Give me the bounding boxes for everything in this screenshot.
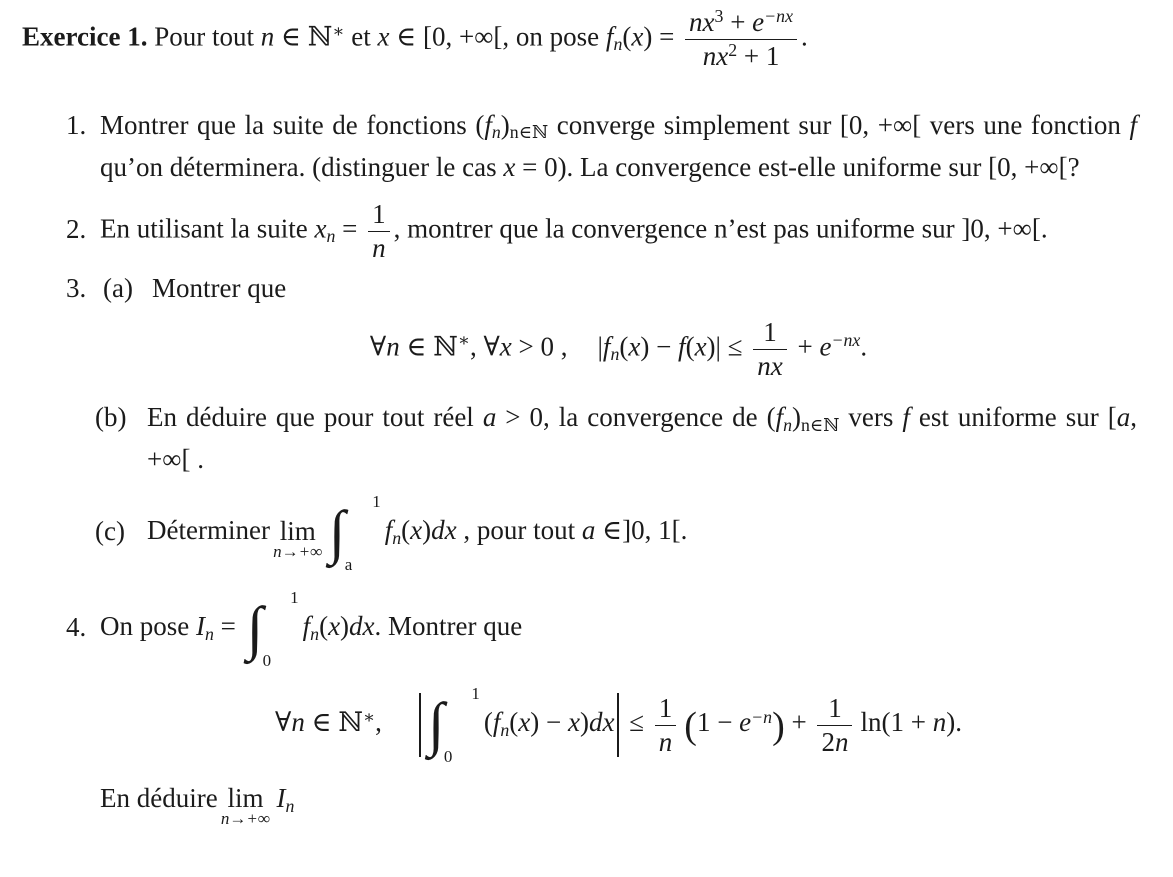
math-run: ( (622, 21, 632, 52)
math-run: Montrer que (152, 272, 287, 303)
math-run: a (482, 402, 497, 433)
math-run: nx (757, 351, 783, 382)
math-run: > 0, la convergence de ( (496, 402, 776, 433)
denominator (368, 232, 390, 262)
display-equation-3a (100, 312, 1137, 387)
math-run: n (491, 122, 501, 143)
subitem-a-label: (a) (103, 272, 133, 303)
item-1-text (100, 106, 1137, 187)
math-run: n (658, 727, 673, 758)
integral (246, 588, 299, 671)
item-4 (22, 585, 1137, 838)
math-run: f (384, 515, 393, 546)
denominator (753, 350, 786, 380)
math-run: et (344, 21, 378, 52)
math-run: = (213, 611, 243, 642)
math-run: ) (340, 611, 350, 642)
math-run: n (205, 624, 214, 645)
math-run: On pose (100, 611, 196, 642)
math-run: = (335, 213, 365, 244)
subitem-b-text (147, 398, 1137, 479)
math-run: + (790, 331, 820, 362)
math-run: Montrer que la suite de fonctions ( (100, 110, 485, 140)
math-run: . (801, 21, 808, 52)
math-run: x (328, 611, 341, 642)
math-run: + (784, 707, 814, 738)
math-run: En déduire (100, 783, 225, 814)
math-run: x (503, 152, 516, 182)
math-run: , +∞[ . (147, 402, 1137, 475)
integral-lower-bound: 0 (443, 747, 453, 767)
math-run: ( (319, 611, 329, 642)
fraction (685, 8, 797, 71)
item-1 (22, 106, 1137, 187)
item-4-number: 4. (66, 611, 87, 642)
math-run: ∗ (363, 706, 376, 727)
math-run: En utilisant la suite (100, 213, 315, 244)
big-paren: ) (772, 705, 785, 748)
integral-sign: ∫ (328, 499, 346, 566)
math-run: n (372, 233, 386, 264)
item-3 (22, 273, 1137, 580)
item-4-text (100, 588, 1137, 671)
math-run: En déduire que pour tout réel (147, 402, 483, 433)
math-run: x (314, 213, 327, 244)
math-run: n (610, 343, 620, 364)
subitem-a-text (152, 273, 1137, 304)
item-2-number: 2. (66, 213, 87, 244)
math-run: 1 − (696, 707, 740, 738)
math-run: vers (839, 402, 903, 433)
math-run: x (499, 331, 512, 362)
fraction (655, 694, 677, 757)
math-run: nx (702, 41, 729, 72)
integral (328, 492, 381, 575)
math-run: e (752, 7, 765, 37)
math-run: ∀ (369, 331, 387, 362)
math-run: nx (689, 7, 715, 37)
math-run: f (492, 707, 501, 738)
denominator (685, 40, 797, 70)
integral-lower-bound: 0 (262, 651, 272, 671)
math-run: −nx (831, 330, 861, 351)
math-run: ) (422, 515, 432, 546)
math-run: x (410, 515, 423, 546)
math-run: | (597, 331, 603, 362)
math-run: n (285, 795, 295, 816)
integral-lower-bound: a (344, 555, 353, 575)
math-run: a (1116, 402, 1131, 433)
big-paren: ( (684, 705, 697, 748)
math-run: x (377, 21, 390, 52)
math-run: I (276, 783, 286, 814)
exercise-header (22, 8, 1137, 80)
math-run: 1 (828, 693, 842, 724)
math-run: n (291, 707, 305, 738)
math-run: f (902, 402, 910, 433)
limit-word: lim (227, 783, 264, 814)
math-run: ∀ (275, 707, 292, 738)
math-run: 1 (372, 199, 386, 229)
math-run: f (302, 611, 311, 642)
math-run: −n (751, 706, 773, 727)
math-run: n (932, 707, 947, 738)
math-run: a (581, 515, 596, 546)
math-run: n∈ℕ (509, 122, 549, 143)
item-3-number: 3. (66, 272, 87, 303)
math-run: + 1 (737, 41, 780, 72)
subitem-c-label: (c) (95, 515, 125, 546)
item-1-number: 1. (66, 110, 87, 140)
limit-subscript: n→+∞ (273, 541, 323, 561)
math-run: )| ≤ (706, 331, 750, 362)
math-run: 1 (763, 316, 777, 347)
math-run: ( (685, 331, 695, 362)
item-2-text (100, 200, 1137, 263)
math-run: f (1129, 110, 1137, 140)
math-run: e (739, 707, 752, 738)
math-run: x (518, 707, 531, 738)
math-run: ∗ (332, 20, 345, 41)
math-run: ln(1 + (860, 707, 933, 738)
math-run: dx (431, 515, 457, 546)
subitem-c-text (147, 492, 1137, 575)
math-run: n (613, 34, 623, 54)
math-run: n (260, 21, 275, 52)
math-run: ) (579, 707, 589, 738)
limit-word: lim (279, 515, 316, 546)
math-run: n (834, 727, 849, 758)
math-run: Exercice 1. (22, 21, 148, 52)
math-run: ∈ ℕ (399, 331, 458, 362)
math-run: f (605, 21, 614, 52)
math-run: ∗ (457, 330, 470, 351)
math-run: n (392, 528, 402, 549)
math-run: = 0). La convergence est-elle uniforme sur [0, +∞[? (515, 152, 1080, 182)
math-run: f (602, 331, 611, 362)
integral-upper-bound: 1 (290, 588, 299, 608)
math-run: ∈ ℕ (274, 21, 333, 52)
math-run: f (678, 331, 686, 362)
absolute-value-bar (419, 693, 421, 757)
math-run: converge simplement sur [0, +∞[ vers une fonction (548, 110, 1130, 140)
math-run: n (783, 414, 793, 435)
fraction (368, 200, 390, 263)
math-run: , montrer que la convergence n’est pas uniforme sur ]0, +∞[. (393, 213, 1048, 244)
math-run: f (484, 110, 492, 140)
item-4-conclusion (100, 783, 1137, 838)
limit-subscript: n→+∞ (220, 809, 270, 829)
math-run: ) (500, 110, 510, 140)
fraction (817, 694, 852, 757)
item-2 (22, 200, 1137, 263)
math-run: ) − (530, 707, 568, 738)
math-run: > 0 , (511, 331, 568, 362)
absolute-value-bar (617, 693, 619, 757)
integral-upper-bound: 1 (471, 684, 480, 704)
math-run: x (631, 21, 644, 52)
math-run: ) (792, 402, 802, 433)
math-run: . Montrer que (374, 611, 523, 642)
display-equation-4 (100, 679, 1137, 771)
math-run: Déterminer (147, 515, 277, 546)
math-run: x (694, 331, 707, 362)
math-run: ∈]0, 1[. (595, 515, 688, 546)
math-run: x (567, 707, 580, 738)
numerator (817, 694, 852, 726)
math-run: qu’on déterminera. (distinguer le cas (100, 152, 504, 182)
math-run: + (723, 7, 753, 37)
math-run: n (310, 624, 320, 645)
math-run: Pour tout (147, 21, 261, 52)
math-run: ( (401, 515, 411, 546)
math-run: ) = (643, 21, 682, 52)
integral-upper-bound: 1 (372, 492, 381, 512)
numerator (753, 318, 786, 350)
denominator (817, 726, 852, 756)
math-run: I (196, 611, 205, 642)
math-run: ( (619, 331, 629, 362)
math-run: ). (946, 707, 962, 738)
math-run: e (819, 331, 832, 362)
math-run: est uniforme sur [ (909, 402, 1117, 433)
integral-sign: ∫ (246, 595, 264, 662)
math-run: . (860, 331, 868, 362)
math-run: ( (483, 707, 493, 738)
math-run: n (386, 331, 400, 362)
math-run: −nx (764, 6, 793, 27)
math-run: , (375, 707, 382, 738)
math-run: 3 (714, 6, 724, 27)
integral (427, 684, 480, 767)
numerator (368, 200, 390, 232)
integral-sign: ∫ (427, 691, 445, 758)
math-run: dx (588, 707, 615, 738)
math-run: ∈ [0, +∞[, on pose (389, 21, 606, 52)
limit-operator (273, 515, 323, 561)
math-run: ( (509, 707, 519, 738)
math-run: , pour tout (456, 515, 582, 546)
math-run: n (326, 226, 336, 246)
numerator (655, 694, 677, 726)
subitem-b-label: (b) (95, 402, 127, 433)
math-run: n∈ℕ (801, 414, 840, 435)
limit-operator (220, 783, 270, 829)
math-run: ≤ (622, 707, 651, 738)
math-run: ∈ ℕ (304, 707, 363, 738)
math-run: f (775, 402, 784, 433)
math-run: ) − (640, 331, 679, 362)
math-run: 2 (821, 727, 835, 758)
math-run: 2 (728, 40, 738, 61)
math-run: , ∀ (470, 331, 500, 362)
math-run: 1 (658, 693, 673, 724)
denominator (655, 726, 677, 756)
math-run: dx (349, 611, 375, 642)
math-run: x (628, 331, 641, 362)
math-run: n (500, 720, 510, 741)
fraction (753, 318, 786, 381)
numerator (685, 8, 797, 40)
